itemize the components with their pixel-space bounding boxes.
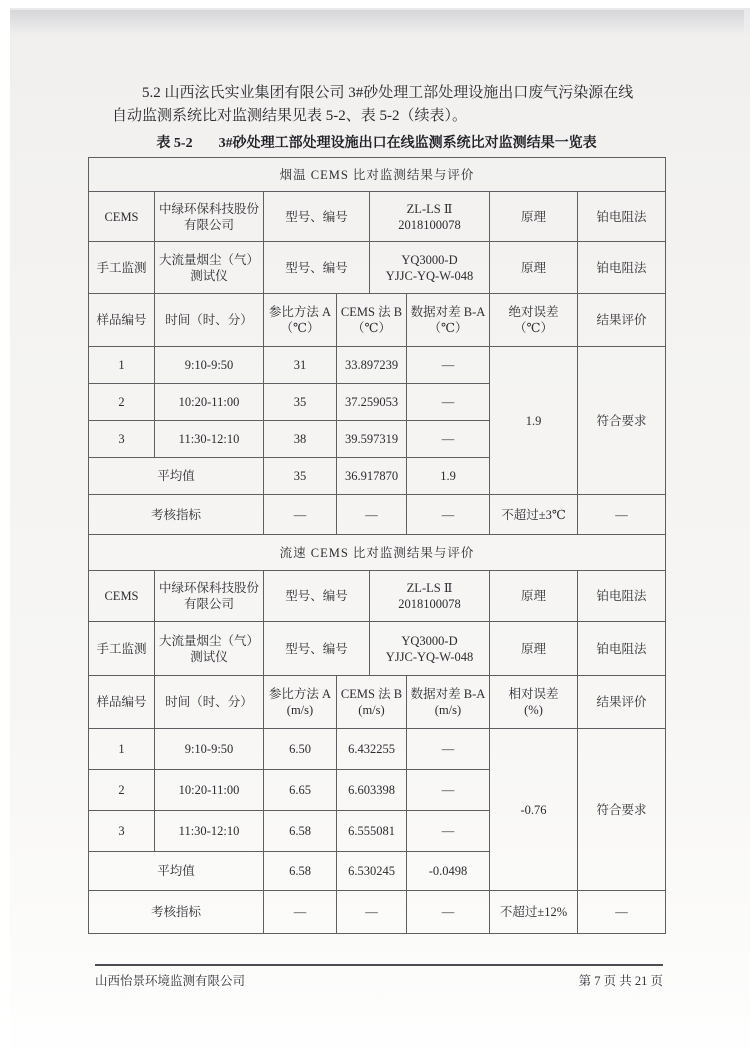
vel-col-cems: [337, 676, 407, 729]
vel-row2-cems: 6.603398: [337, 770, 407, 811]
vel-cems-principle-label: 原理: [490, 571, 578, 622]
page-footer: [95, 964, 663, 989]
temp-criteria-diff: —: [407, 495, 490, 535]
vel-cems-system-label: CEMS: [89, 571, 155, 622]
temp-cems-spec-label: 型号、编号: [264, 192, 370, 242]
intro-paragraph: 5.2 山西泫氏实业集团有限公司 3#砂处理工部处理设施出口废气污染源在线自动监测系统比对监测结果见表 5-2、表 5-2（续表）。: [112, 85, 634, 124]
vel-row1-diff: —: [407, 729, 490, 770]
temp-row1-diff: —: [407, 347, 490, 384]
temp-average-label: 平均值: [89, 458, 264, 495]
vel-result-merged: 符合要求: [578, 729, 666, 891]
vel-col-error-name: 相对误差: [508, 687, 559, 701]
temp-col-diff: [407, 294, 490, 347]
vel-row3-cems: 6.555081: [337, 811, 407, 852]
temp-col-ref-unit: （℃）: [280, 321, 320, 335]
vel-col-cems-name: CEMS 法 B: [340, 687, 403, 701]
temp-col-error-unit: （℃）: [514, 321, 553, 335]
temp-row2-diff: —: [407, 384, 490, 421]
temp-row2-cems: 37.259053: [337, 384, 407, 421]
temp-error-merged: 1.9: [490, 347, 578, 495]
footer-company: 山西怡景环境监测有限公司: [95, 974, 246, 988]
vel-col-error-unit: (%): [524, 703, 543, 717]
footer-page-number: 第 7 页 共 21 页: [578, 974, 663, 988]
temp-criteria-result: —: [578, 495, 666, 535]
temp-cems-serial: 2018100078: [398, 217, 461, 232]
vel-cems-model: ZL-LS Ⅱ: [406, 581, 453, 595]
temp-col-diff-name: 数据对差 B-A: [410, 305, 486, 319]
vel-manual-serial: YJJC-YQ-W-048: [385, 649, 474, 664]
temp-manual-serial: YJJC-YQ-W-048: [385, 268, 474, 283]
velocity-section-title: 流速 CEMS 比对监测结果与评价: [89, 535, 666, 571]
vel-col-diff: [407, 676, 490, 729]
temp-average-cems: 36.917870: [337, 458, 407, 495]
temp-row1-ref: 31: [264, 347, 337, 384]
vel-row3-diff: —: [407, 811, 490, 852]
temp-row2-time: 10:20-11:00: [155, 384, 264, 421]
temp-cems-principle: 铂电阻法: [578, 192, 666, 242]
temp-col-time: 时间（时、分）: [155, 294, 264, 347]
vel-manual-system-label: 手工监测: [89, 622, 155, 676]
vel-manual-principle-label: 原理: [490, 622, 578, 676]
temp-col-error: [490, 294, 578, 347]
vel-manual-model-serial: [370, 622, 490, 676]
vel-cems-spec-label: 型号、编号: [264, 571, 370, 622]
temp-col-cems: [337, 294, 407, 347]
temp-cems-maker: 中绿环保科技股份有限公司: [155, 192, 264, 242]
table-caption-title: 3#砂处理工部处理设施出口在线监测系统比对监测结果一览表: [218, 136, 597, 151]
page-content: [10, 8, 750, 934]
vel-col-ref: [264, 676, 337, 729]
temp-col-result: 结果评价: [578, 294, 666, 347]
scanned-document-page: [10, 8, 750, 1061]
temp-criteria-ref: —: [264, 495, 337, 535]
temp-cems-model: ZL-LS Ⅱ: [406, 201, 453, 216]
temp-col-diff-unit: （℃）: [428, 321, 468, 335]
vel-col-diff-unit: (m/s): [434, 703, 462, 717]
temp-col-ref: [264, 294, 337, 347]
table-caption: [88, 132, 665, 152]
vel-cems-principle: 铂电阻法: [578, 571, 666, 622]
vel-average-diff: -0.0498: [407, 852, 490, 891]
temp-row3-no: 3: [89, 421, 155, 458]
vel-cems-maker: 中绿环保科技股份有限公司: [155, 571, 264, 622]
vel-row3-ref: 6.58: [264, 811, 337, 852]
vel-row1-ref: 6.50: [264, 729, 337, 770]
temp-row3-diff: —: [407, 421, 490, 458]
vel-average-ref: 6.58: [264, 852, 337, 891]
temp-criteria-label: 考核指标: [89, 495, 264, 535]
temp-manual-maker: 大流量烟尘（气）测试仪: [155, 242, 264, 294]
temp-row2-no: 2: [89, 384, 155, 421]
vel-cems-serial: 2018100078: [398, 597, 461, 611]
vel-manual-spec-label: 型号、编号: [264, 622, 370, 676]
temp-row1-no: 1: [89, 347, 155, 384]
vel-row3-time: 11:30-12:10: [155, 811, 264, 852]
vel-criteria-label: 考核指标: [89, 891, 264, 934]
temp-average-ref: 35: [264, 458, 337, 495]
vel-col-cems-unit: (m/s): [358, 703, 385, 717]
temp-col-cems-unit: （℃）: [352, 321, 391, 335]
vel-manual-principle: 铂电阻法: [578, 622, 666, 676]
temp-criteria-cems: —: [337, 495, 407, 535]
vel-manual-maker: 大流量烟尘（气）测试仪: [155, 622, 264, 676]
table-caption-label: 表 5-2: [156, 136, 193, 151]
vel-criteria-diff: —: [407, 891, 490, 934]
vel-criteria-error: 不超过±12%: [490, 891, 578, 934]
temp-col-sample: 样品编号: [89, 294, 155, 347]
vel-cems-model-serial: [370, 571, 490, 622]
vel-average-label: 平均值: [89, 852, 264, 891]
vel-row2-diff: —: [407, 770, 490, 811]
temp-row2-ref: 35: [264, 384, 337, 421]
temp-average-diff: 1.9: [407, 458, 490, 495]
temp-manual-model-serial: [370, 242, 490, 294]
vel-average-cems: 6.530245: [337, 852, 407, 891]
temp-cems-model-serial: [370, 192, 490, 242]
vel-col-error: [490, 676, 578, 729]
temp-manual-principle: 铂电阻法: [578, 242, 666, 294]
vel-col-ref-unit: (m/s): [286, 703, 314, 717]
vel-row2-no: 2: [89, 770, 155, 811]
vel-col-result: 结果评价: [578, 676, 666, 729]
vel-manual-model: YQ3000-D: [401, 633, 458, 648]
temp-col-cems-name: CEMS 法 B: [340, 305, 403, 319]
vel-row2-time: 10:20-11:00: [155, 770, 264, 811]
temp-col-ref-name: 参比方法 A: [268, 305, 332, 319]
vel-row1-time: 9:10-9:50: [155, 729, 264, 770]
vel-criteria-result: —: [578, 891, 666, 934]
vel-row2-ref: 6.65: [264, 770, 337, 811]
temp-manual-system-label: 手工监测: [89, 242, 155, 294]
vel-error-merged: -0.76: [490, 729, 578, 891]
temp-row1-time: 9:10-9:50: [155, 347, 264, 384]
temp-row1-cems: 33.897239: [337, 347, 407, 384]
vel-col-ref-name: 参比方法 A: [268, 687, 332, 701]
comparison-results-table: [88, 157, 666, 934]
temp-result-merged: 符合要求: [578, 347, 666, 495]
temp-col-error-name: 绝对误差: [508, 305, 559, 319]
temp-row3-cems: 39.597319: [337, 421, 407, 458]
temp-manual-principle-label: 原理: [490, 242, 578, 294]
vel-col-sample: 样品编号: [89, 676, 155, 729]
temp-cems-system-label: CEMS: [89, 192, 155, 242]
temp-manual-spec-label: 型号、编号: [264, 242, 370, 294]
vel-criteria-cems: —: [337, 891, 407, 934]
vel-col-time: 时间（时、分）: [155, 676, 264, 729]
temp-section-title: 烟温 CEMS 比对监测结果与评价: [89, 158, 666, 192]
temp-row3-ref: 38: [264, 421, 337, 458]
temp-criteria-error: 不超过±3℃: [490, 495, 578, 535]
vel-row1-cems: 6.432255: [337, 729, 407, 770]
vel-row1-no: 1: [89, 729, 155, 770]
temp-manual-model: YQ3000-D: [401, 252, 458, 267]
vel-row3-no: 3: [89, 811, 155, 852]
vel-criteria-ref: —: [264, 891, 337, 934]
vel-col-diff-name: 数据对差 B-A: [410, 687, 486, 701]
temp-cems-principle-label: 原理: [490, 192, 578, 242]
temp-row3-time: 11:30-12:10: [155, 421, 264, 458]
